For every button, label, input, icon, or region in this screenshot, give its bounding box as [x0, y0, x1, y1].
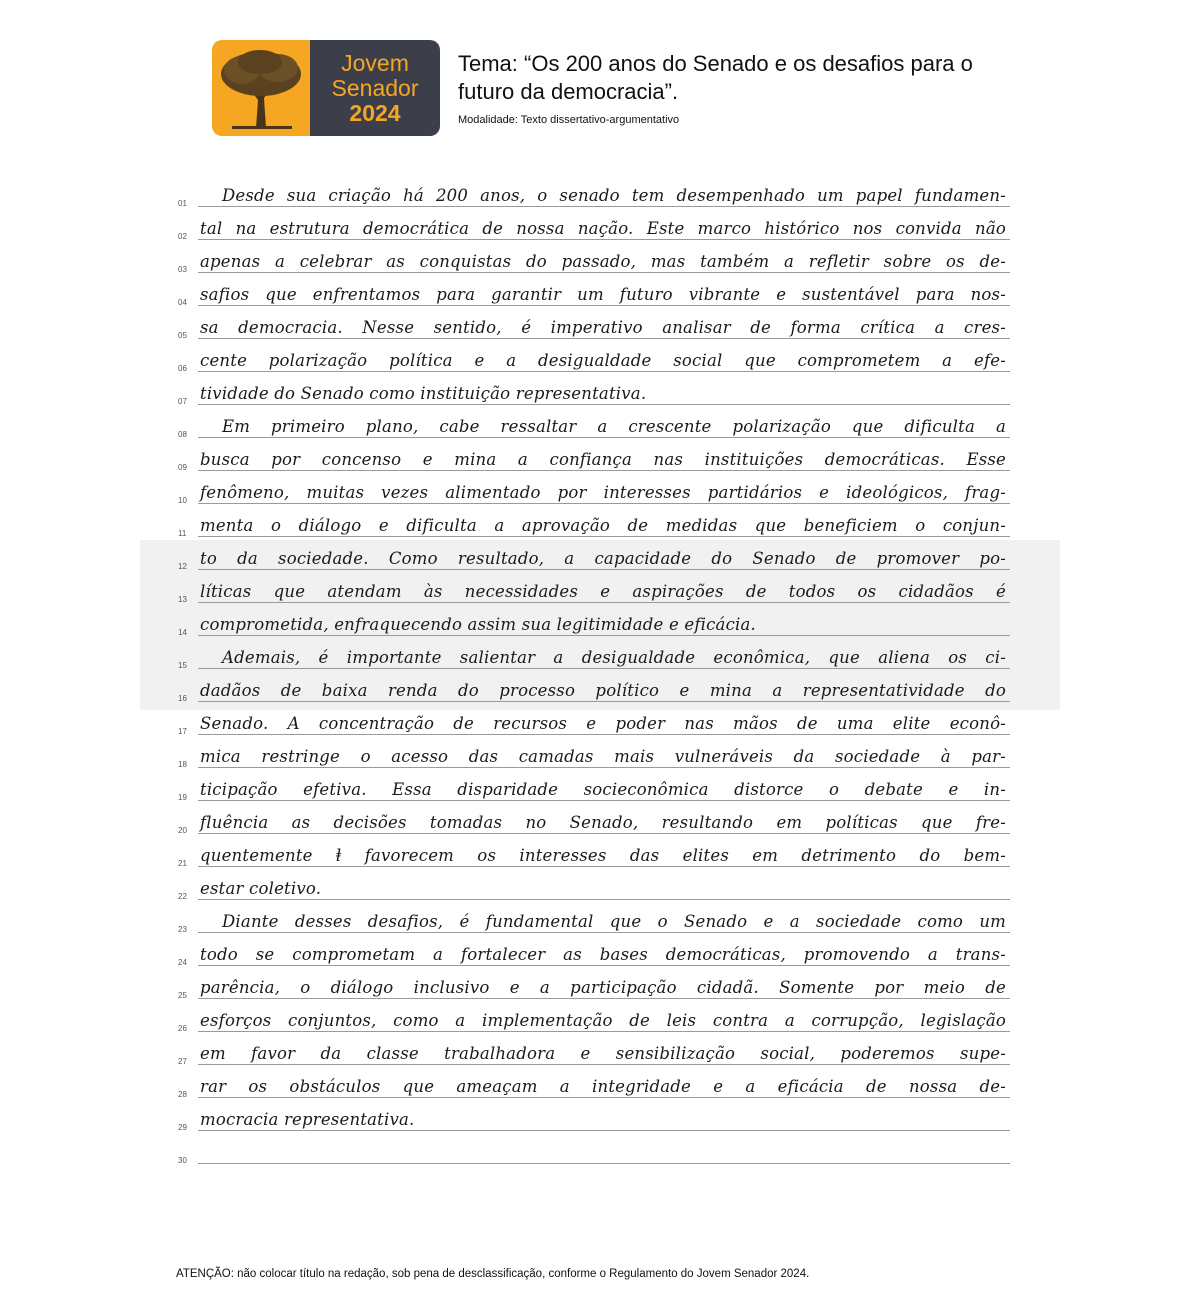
- handwritten-text: mica restringe o acesso das camadas mais vulneráveis da sociedade à par-: [200, 747, 1006, 766]
- line-number: 13: [178, 595, 187, 604]
- line-rule: [198, 734, 1010, 735]
- line-number: 30: [178, 1156, 187, 1165]
- line-number: 22: [178, 892, 187, 901]
- line-number: 01: [178, 199, 187, 208]
- line-rule: [198, 338, 1010, 339]
- handwritten-text: estar coletivo.: [200, 879, 322, 898]
- handwritten-text: todo se comprometam a fortalecer as bases democráticas, promovendo a trans-: [200, 945, 1006, 964]
- line-number: 20: [178, 826, 187, 835]
- line-number: 09: [178, 463, 187, 472]
- essay-lines: [170, 178, 1010, 1168]
- essay-line: [170, 277, 1010, 310]
- handwritten-text: apenas a celebrar as conquistas do passado, mas também a refletir sobre os de-: [200, 252, 1006, 271]
- line-number: 17: [178, 727, 187, 736]
- essay-line: [170, 1135, 1010, 1168]
- logo-year: 2024: [349, 99, 401, 126]
- essay-line: [170, 739, 1010, 772]
- essay-line: [170, 211, 1010, 244]
- theme-title: Tema: “Os 200 anos do Senado e os desafios para o futuro da democracia”.: [458, 51, 973, 104]
- essay-line: [170, 541, 1010, 574]
- essay-line: [170, 706, 1010, 739]
- line-rule: [198, 1163, 1010, 1164]
- line-number: 21: [178, 859, 187, 868]
- handwritten-text: Diante desses desafios, é fundamental que o Senado e a sociedade como um: [222, 912, 1006, 931]
- essay-line: [170, 1036, 1010, 1069]
- essay-line: [170, 1069, 1010, 1102]
- handwritten-text: rar os obstáculos que ameaçam a integridade e a eficácia de nossa de-: [200, 1077, 1006, 1096]
- handwritten-text: Ademais, é importante salientar a desigualdade econômica, que aliena os ci-: [222, 648, 1006, 667]
- line-rule: [198, 965, 1010, 966]
- modality-label: Modalidade: Texto dissertativo-argumentativo: [458, 114, 680, 126]
- essay-line: [170, 904, 1010, 937]
- line-rule: [198, 437, 1010, 438]
- handwritten-text: Senado. A concentração de recursos e poder nas mãos de uma elite econô-: [200, 714, 1006, 733]
- line-number: 02: [178, 232, 187, 241]
- essay-line: [170, 607, 1010, 640]
- line-number: 15: [178, 661, 187, 670]
- line-number: 06: [178, 364, 187, 373]
- essay-line: [170, 475, 1010, 508]
- handwritten-text: mocracia representativa.: [200, 1110, 415, 1129]
- line-rule: [198, 998, 1010, 999]
- line-number: 25: [178, 991, 187, 1000]
- line-number: 12: [178, 562, 187, 571]
- essay-line: [170, 409, 1010, 442]
- handwritten-text: busca por concenso e mina a confiança nas instituições democráticas. Esse: [200, 450, 1006, 469]
- handwritten-text: sa democracia. Nesse sentido, é imperativo analisar de forma crítica a cres-: [200, 318, 1006, 337]
- line-rule: [198, 503, 1010, 504]
- line-rule: [198, 866, 1010, 867]
- essay-line: [170, 640, 1010, 673]
- logo-line-1: Jovem: [341, 49, 409, 76]
- handwritten-text: cente polarização política e a desigualdade social que comprometem a efe-: [200, 351, 1006, 370]
- line-number: 28: [178, 1090, 187, 1099]
- handwritten-text: líticas que atendam às necessidades e aspirações de todos os cidadãos é: [200, 582, 1006, 601]
- essay-line: [170, 937, 1010, 970]
- line-number: 18: [178, 760, 187, 769]
- line-number: 08: [178, 430, 187, 439]
- line-rule: [198, 635, 1010, 636]
- line-rule: [198, 1130, 1010, 1131]
- essay-line: [170, 1102, 1010, 1135]
- handwritten-text: dadãos de baixa renda do processo político e mina a representatividade do: [200, 681, 1006, 700]
- essay-line: [170, 805, 1010, 838]
- handwritten-text: esforços conjuntos, como a implementação de leis contra a corrupção, legislação: [200, 1011, 1006, 1030]
- line-rule: [198, 206, 1010, 207]
- handwritten-text: comprometida, enfraquecendo assim sua legitimidade e eficácia.: [200, 615, 756, 634]
- essay-line: [170, 673, 1010, 706]
- handwritten-text: Desde sua criação há 200 anos, o senado tem desempenhado um papel fundamen-: [222, 186, 1006, 205]
- line-rule: [198, 833, 1010, 834]
- line-rule: [198, 569, 1010, 570]
- line-number: 26: [178, 1024, 187, 1033]
- handwritten-text: to da sociedade. Como resultado, a capacidade do Senado de promover po-: [200, 549, 1006, 568]
- line-number: 23: [178, 925, 187, 934]
- handwritten-text: tal na estrutura democrática de nossa nação. Este marco histórico nos convida não: [200, 219, 1006, 238]
- essay-line: [170, 772, 1010, 805]
- essay-line: [170, 244, 1010, 277]
- essay-line: [170, 838, 1010, 871]
- line-number: 14: [178, 628, 187, 637]
- essay-line: [170, 970, 1010, 1003]
- line-rule: [198, 701, 1010, 702]
- essay-line: [170, 442, 1010, 475]
- line-rule: [198, 602, 1010, 603]
- line-number: 29: [178, 1123, 187, 1132]
- essay-line: [170, 343, 1010, 376]
- handwritten-text: fluência as decisões tomadas no Senado, resultando em políticas que fre-: [200, 813, 1006, 832]
- essay-line: [170, 310, 1010, 343]
- essay-line: [170, 871, 1010, 904]
- handwritten-text: tividade do Senado como instituição representativa.: [200, 384, 647, 403]
- handwritten-text: quentemente ⱡ favorecem os interesses das elites em detrimento do bem-: [200, 846, 1006, 865]
- logo-text: [310, 40, 440, 136]
- line-rule: [198, 404, 1010, 405]
- line-rule: [198, 305, 1010, 306]
- line-rule: [198, 1064, 1010, 1065]
- handwritten-text: em favor da classe trabalhadora e sensibilização social, poderemos supe-: [200, 1044, 1006, 1063]
- line-rule: [198, 536, 1010, 537]
- handwritten-text: menta o diálogo e dificulta a aprovação de medidas que beneficiem o conjun-: [200, 516, 1006, 535]
- tree-icon: [212, 40, 310, 136]
- line-rule: [198, 272, 1010, 273]
- line-number: 24: [178, 958, 187, 967]
- essay-line: [170, 178, 1010, 211]
- line-number: 27: [178, 1057, 187, 1066]
- line-rule: [198, 470, 1010, 471]
- line-number: 04: [178, 298, 187, 307]
- line-number: 19: [178, 793, 187, 802]
- line-rule: [198, 1031, 1010, 1032]
- handwritten-text: parência, o diálogo inclusivo e a participação cidadã. Somente por meio de: [200, 978, 1006, 997]
- essay-line: [170, 1003, 1010, 1036]
- handwritten-text: ticipação efetiva. Essa disparidade socieconômica distorce o debate e in-: [200, 780, 1006, 799]
- line-rule: [198, 668, 1010, 669]
- line-number: 03: [178, 265, 187, 274]
- line-rule: [198, 767, 1010, 768]
- line-number: 05: [178, 331, 187, 340]
- line-number: 11: [178, 529, 187, 538]
- line-rule: [198, 899, 1010, 900]
- essay-line: [170, 376, 1010, 409]
- line-number: 07: [178, 397, 187, 406]
- logo-line-2: Senador: [331, 74, 419, 101]
- line-rule: [198, 800, 1010, 801]
- line-number: 16: [178, 694, 187, 703]
- essay-line: [170, 574, 1010, 607]
- jovem-senador-logo: [212, 40, 440, 136]
- line-rule: [198, 932, 1010, 933]
- essay-line: [170, 508, 1010, 541]
- handwritten-text: Em primeiro plano, cabe ressaltar a crescente polarização que dificulta a: [222, 417, 1006, 436]
- footer-notice: ATENÇÃO: não colocar título na redação, sob pena de desclassificação, conforme o Regulamento do Jovem Senador 2024.: [176, 1268, 810, 1280]
- line-rule: [198, 371, 1010, 372]
- line-rule: [198, 1097, 1010, 1098]
- line-number: 10: [178, 496, 187, 505]
- handwritten-text: fenômeno, muitas vezes alimentado por interesses partidários e ideológicos, frag-: [200, 483, 1006, 502]
- line-rule: [198, 239, 1010, 240]
- handwritten-text: safios que enfrentamos para garantir um futuro vibrante e sustentável para nos-: [200, 285, 1006, 304]
